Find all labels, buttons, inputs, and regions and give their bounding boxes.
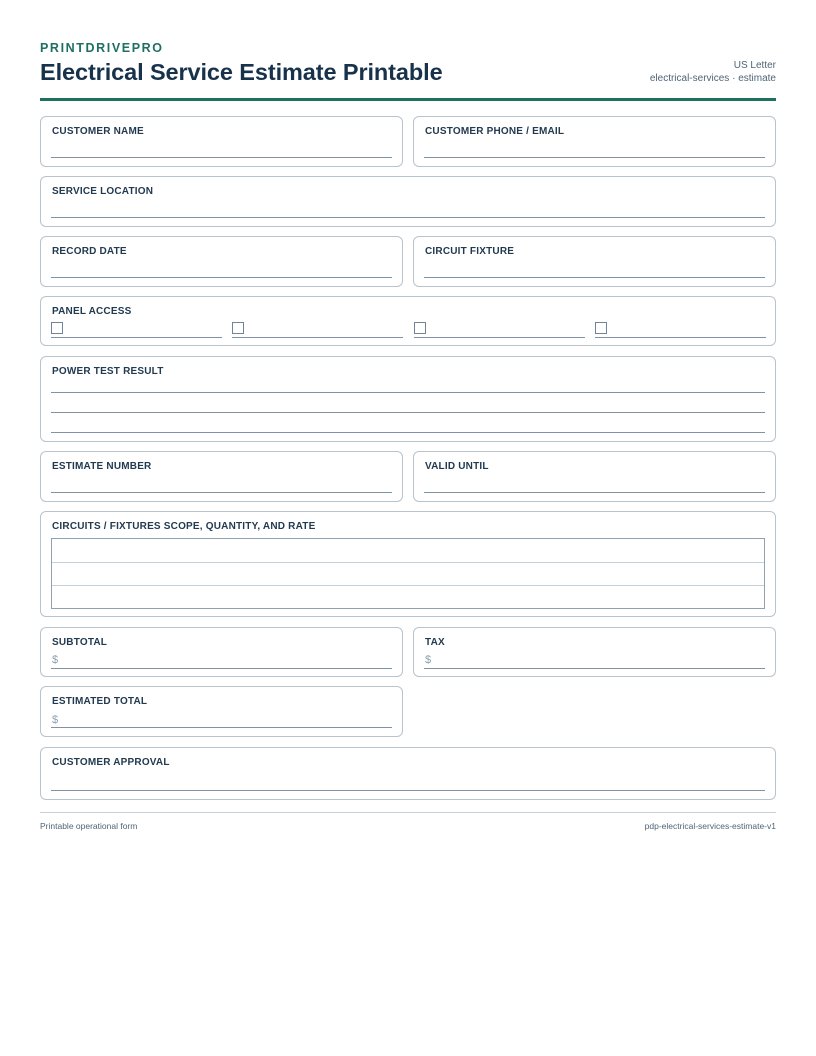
tax-line[interactable] xyxy=(424,668,765,669)
valid-until-field[interactable] xyxy=(413,451,776,502)
form-page xyxy=(40,40,776,768)
scope-table[interactable] xyxy=(51,538,765,609)
subtotal-field[interactable] xyxy=(40,627,403,677)
power-test-line-2[interactable] xyxy=(51,412,765,413)
valid-until-label: VALID UNTIL xyxy=(425,461,489,472)
service-location-line[interactable] xyxy=(51,217,765,218)
estimated-total-label: ESTIMATED TOTAL xyxy=(52,696,148,707)
power-test-line-1[interactable] xyxy=(51,392,765,393)
customer-approval-line[interactable] xyxy=(51,790,765,791)
record-date-line[interactable] xyxy=(51,277,392,278)
customer-name-field[interactable] xyxy=(40,116,403,167)
tax-label: TAX xyxy=(425,637,445,648)
row-customer xyxy=(40,116,776,167)
power-test-result-label: POWER TEST RESULT xyxy=(52,366,164,377)
option-line[interactable] xyxy=(232,337,403,338)
checkbox[interactable] xyxy=(414,322,426,334)
currency-symbol: $ xyxy=(52,714,59,726)
document-meta xyxy=(650,60,776,85)
panel-access-option-4 xyxy=(595,321,766,338)
power-test-line-3[interactable] xyxy=(51,432,765,433)
row-approval xyxy=(40,747,776,800)
currency-symbol: $ xyxy=(425,654,432,666)
circuit-fixture-line[interactable] xyxy=(424,277,765,278)
table-row-divider xyxy=(52,585,764,586)
subtotal-label: SUBTOTAL xyxy=(52,637,108,648)
row-estimate xyxy=(40,451,776,502)
estimated-total-field[interactable] xyxy=(40,686,403,737)
panel-access-field xyxy=(40,296,776,346)
row-panel-access xyxy=(40,296,776,346)
option-line[interactable] xyxy=(414,337,585,338)
option-line[interactable] xyxy=(595,337,766,338)
customer-name-label: CUSTOMER NAME xyxy=(52,126,144,137)
customer-contact-label: CUSTOMER PHONE / EMAIL xyxy=(425,126,565,137)
brand-name: PRINTDRIVEPRO xyxy=(40,41,164,55)
panel-access-option-1 xyxy=(51,321,222,338)
row-location xyxy=(40,176,776,227)
customer-name-line[interactable] xyxy=(51,157,392,158)
row-date-fixture xyxy=(40,236,776,287)
row-scope xyxy=(40,511,776,617)
estimated-total-line[interactable] xyxy=(51,727,392,728)
record-date-field[interactable] xyxy=(40,236,403,287)
record-date-label: RECORD DATE xyxy=(52,246,127,257)
circuit-fixture-field[interactable] xyxy=(413,236,776,287)
document-category: electrical-services · estimate xyxy=(649,72,776,84)
customer-approval-label: CUSTOMER APPROVAL xyxy=(52,757,170,768)
tax-field[interactable] xyxy=(413,627,776,677)
panel-access-option-3 xyxy=(414,321,585,338)
form-header xyxy=(40,40,776,101)
subtotal-line[interactable] xyxy=(51,668,392,669)
checkbox[interactable] xyxy=(51,322,63,334)
valid-until-line[interactable] xyxy=(424,492,765,493)
row-power-test xyxy=(40,356,776,442)
estimate-number-field[interactable] xyxy=(40,451,403,502)
estimate-number-line[interactable] xyxy=(51,492,392,493)
customer-contact-field[interactable] xyxy=(413,116,776,167)
form-id: pdp-electrical-services-estimate-v1 xyxy=(644,821,776,831)
scope-table-field xyxy=(40,511,776,617)
footer-note: Printable operational form xyxy=(40,821,138,831)
checkbox[interactable] xyxy=(595,322,607,334)
table-row-divider xyxy=(52,562,764,563)
circuit-fixture-label: CIRCUIT FIXTURE xyxy=(425,246,515,257)
estimate-number-label: ESTIMATE NUMBER xyxy=(52,461,152,472)
scope-table-label: CIRCUITS / FIXTURES SCOPE, QUANTITY, AND RATE xyxy=(52,521,316,532)
page-footer xyxy=(40,812,776,832)
row-subtotal-tax xyxy=(40,627,776,677)
service-location-field[interactable] xyxy=(40,176,776,227)
row-total xyxy=(40,686,776,737)
option-line[interactable] xyxy=(51,337,222,338)
checkbox[interactable] xyxy=(232,322,244,334)
service-location-label: SERVICE LOCATION xyxy=(52,186,154,197)
panel-access-option-2 xyxy=(232,321,403,338)
customer-approval-field[interactable] xyxy=(40,747,776,800)
currency-symbol: $ xyxy=(52,654,59,666)
paper-size: US Letter xyxy=(733,60,776,71)
power-test-result-field[interactable] xyxy=(40,356,776,442)
panel-access-label: PANEL ACCESS xyxy=(52,306,132,317)
customer-contact-line[interactable] xyxy=(424,157,765,158)
page-title: Electrical Service Estimate Printable xyxy=(40,59,443,85)
